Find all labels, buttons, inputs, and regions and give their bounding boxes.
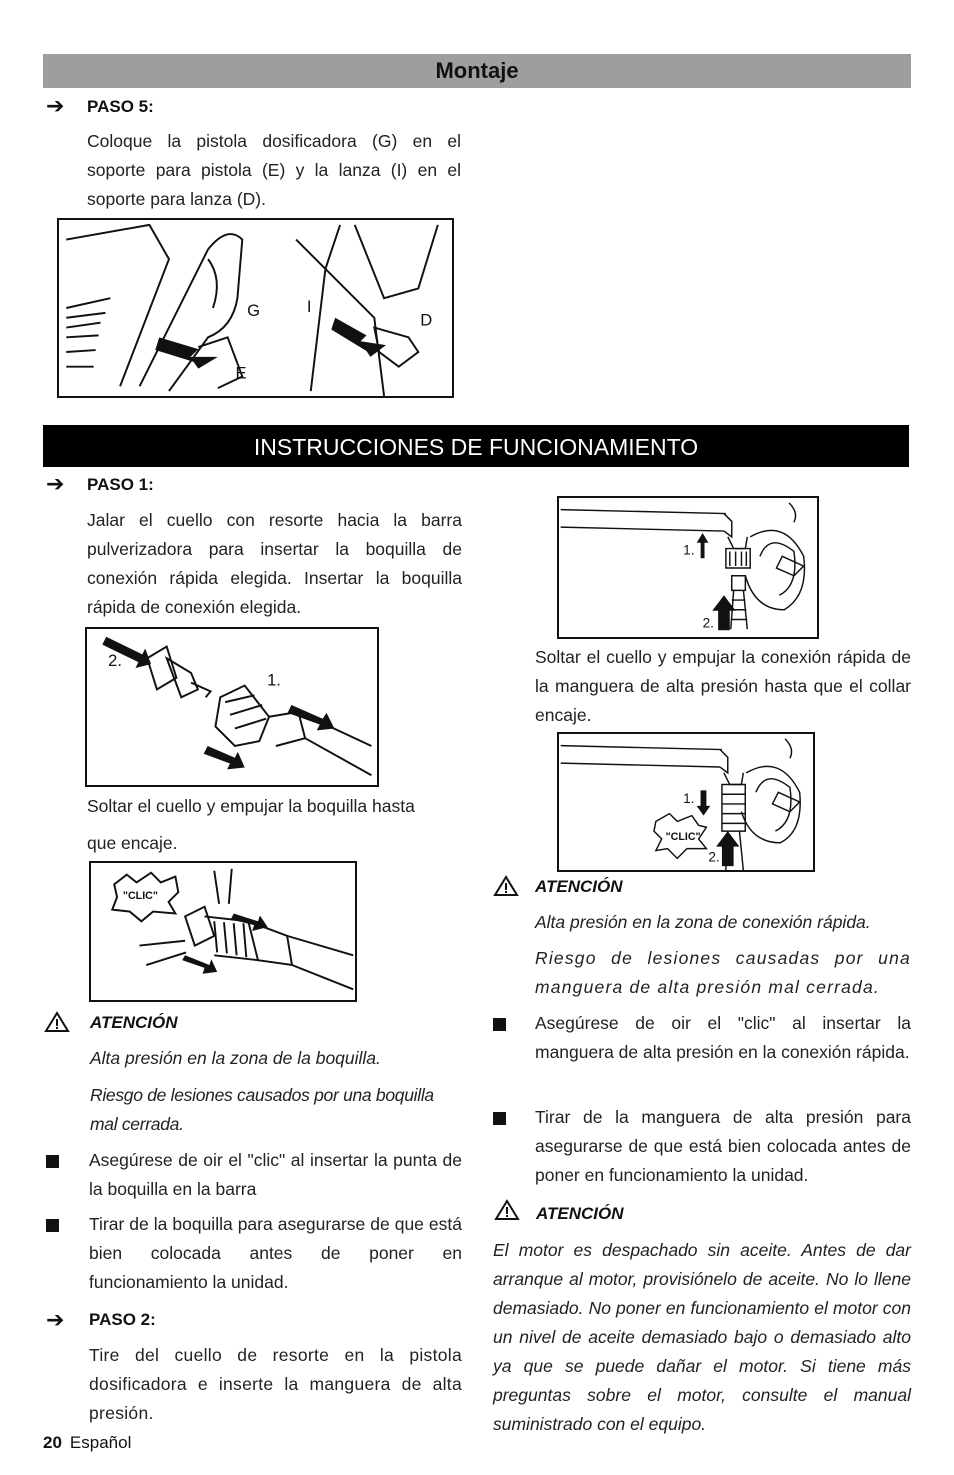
label-one: 1. (683, 790, 695, 806)
label-two: 2. (708, 849, 720, 865)
nozzle-click-illustration (91, 863, 355, 1000)
bullet-square (493, 1018, 506, 1031)
label-g: G (247, 300, 261, 320)
bullet-text: Asegúrese de oir el "clic" al insertar la manguera de alta presión en la conexión rápida. (535, 1013, 911, 1062)
figure-hose-insert (557, 496, 819, 639)
bullet-square (46, 1219, 59, 1232)
section-header-montaje (43, 54, 911, 88)
step-text: Coloque la pistola dosificadora (G) en el soporte para pistola (E) y la lanza (I) en el soporte para lanza (D). (87, 131, 461, 209)
warning-text: El motor es despachado sin aceite. Antes de dar arranque al motor, provisiónelo de aceite. No lo llene demasiado. No poner en funcionamiento el motor con un nivel de aceite demasiado bajo o demasiado alto ya que se puede dañar el motor. Si tiene más preguntas sobre el motor, consulte el manual suministrado con el equipo. (493, 1240, 911, 1434)
bullet-square (46, 1155, 59, 1168)
warning-line: Riesgo de lesiones causadas por una manguera de alta presión mal cerrada. (535, 948, 911, 997)
warning-icon (494, 1199, 520, 1221)
step-text: Tire del cuello de resorte en la pistola dosificadora e inserte la manguera de alta presión. (89, 1345, 462, 1423)
step-label: PASO 1: (87, 475, 154, 494)
step-label: PASO 5: (87, 97, 154, 116)
footer-language: Español (69, 1433, 132, 1452)
hose-click-illustration (559, 734, 813, 870)
warning-line: Riesgo de lesiones causados por una boquilla mal cerrada. (90, 1085, 434, 1134)
label-one: 1. (683, 542, 695, 558)
hose-insert-illustration (559, 498, 817, 637)
bullet-text: Tirar de la manguera de alta presión para asegurarse de que está bien colocada antes de poner en funcionamiento la unidad. (535, 1107, 911, 1185)
page-footer (43, 1433, 131, 1453)
label-clic: "CLIC" (665, 830, 701, 843)
warning-title: ATENCIÓN (90, 1013, 178, 1032)
figure-gun-holder (57, 218, 454, 398)
caption-text: Soltar el cuello y empujar la conexión rápida de la manguera de alta presión hasta que el collar encaje. (535, 647, 911, 725)
label-d: D (420, 310, 433, 330)
arrow-right-icon: ➔ (46, 471, 65, 496)
warning-line: Alta presión en la zona de la boquilla. (90, 1048, 381, 1068)
label-i: I (306, 296, 312, 316)
figure-nozzle-insert (85, 627, 379, 787)
nozzle-illustration (87, 629, 377, 785)
step-text: Jalar el cuello con resorte hacia la barra pulverizadora para insertar la boquilla de conexión rápida elegida. Insertar la boquilla rápida de conexión elegida. (87, 510, 462, 617)
warning-icon (493, 875, 519, 897)
arrow-right-icon: ➔ (46, 93, 65, 118)
section-title: INSTRUCCIONES DE FUNCIONAMIENTO (253, 434, 699, 460)
caption-line: que encaje. (87, 833, 178, 853)
figure-hose-click (557, 732, 815, 872)
bullet-square (493, 1112, 506, 1125)
section-title: Montaje (435, 58, 519, 83)
warning-icon (44, 1011, 70, 1033)
arrow-right-icon: ➔ (46, 1307, 65, 1332)
label-one: 1. (267, 670, 281, 690)
caption-line: Soltar el cuello y empujar la boquilla hasta (87, 796, 415, 816)
warning-line: Alta presión en la zona de conexión rápida. (535, 912, 871, 932)
warning-title: ATENCIÓN (535, 877, 623, 896)
label-clic: "CLIC" (122, 889, 158, 902)
bullet-text: Tirar de la boquilla para asegurarse de que está bien colocada antes de poner en funcionamiento la unidad. (89, 1214, 462, 1292)
gun-holder-illustration (59, 220, 452, 396)
section-header-instrucciones (43, 425, 909, 467)
bullet-text: Asegúrese de oir el "clic" al insertar la punta de la boquilla en la barra (89, 1150, 462, 1199)
label-two: 2. (702, 615, 714, 631)
page-number: 20 (43, 1433, 62, 1452)
step-label: PASO 2: (89, 1310, 156, 1329)
figure-nozzle-click (89, 861, 357, 1002)
warning-title: ATENCIÓN (536, 1204, 624, 1223)
label-e: E (235, 363, 247, 383)
label-two: 2. (108, 651, 123, 671)
